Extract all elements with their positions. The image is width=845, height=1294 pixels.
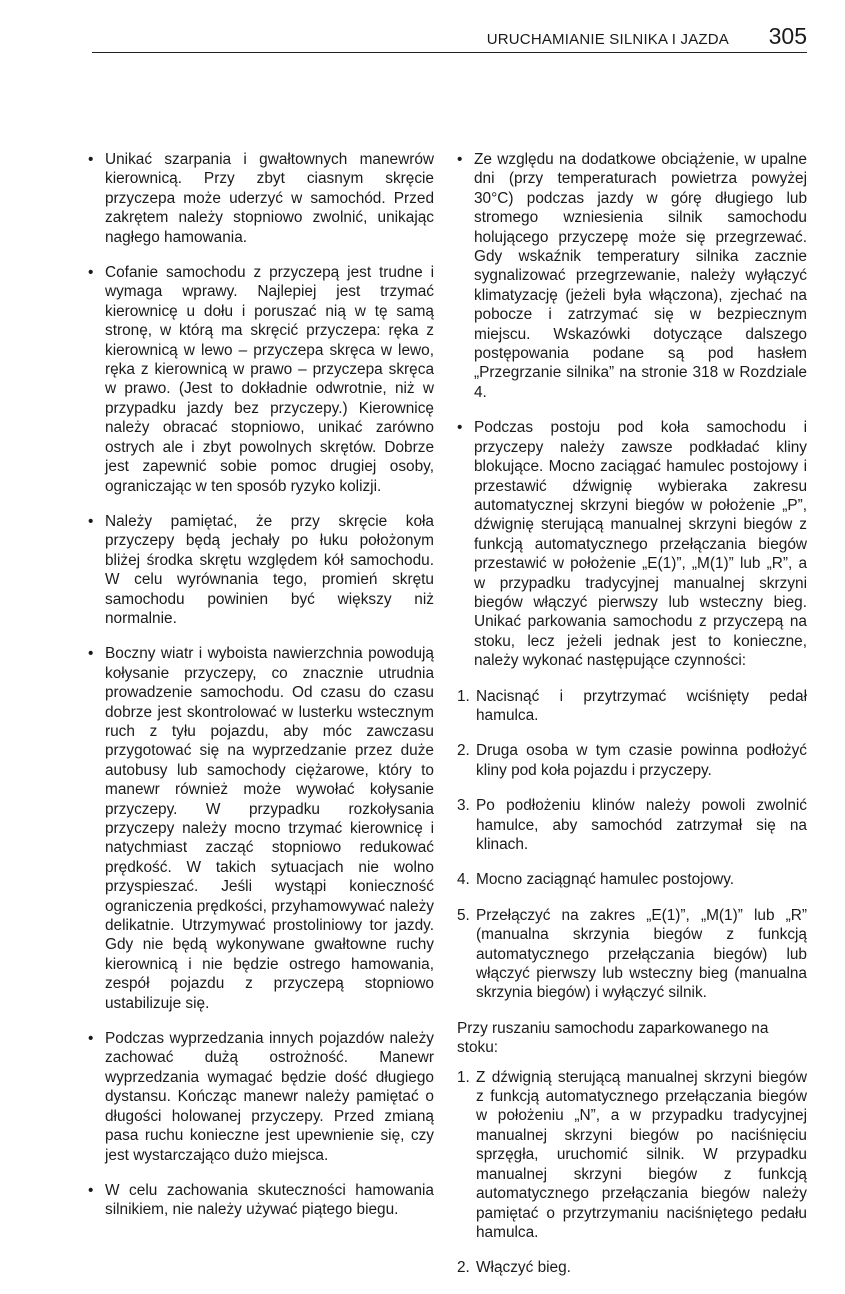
departure-intro: Przy ruszaniu samochodu zaparkowanego na stoku: [457, 1019, 769, 1057]
bullet-item: • Cofanie samochodu z przyczepą jest trudne i wymaga wprawy. Najlepiej jest trzymać kierownicę u dołu i poruszać nią w tę samą stronę, w którą ma skręcić przyczepa: ręka z kierownicą w lewo – przyczepa skręca w lewo, ręka z kierownicą w prawo – przyczepa skręca w prawo. (Jest to dokładnie odwrotnie, niż w przypadku jazdy bez przyczepy.) Kierownicę należy obracać stopniowo, unikać zarówno ostrych ale i zbyt powolnych skrętów. Dobrze jest zapewnić sobie pomoc drugiej osoby, ograniczając w ten sposób ryzyko kolizji. [88, 263, 434, 496]
step-number: 3. [457, 797, 470, 815]
step-number: 1. [457, 687, 470, 705]
bullet-item: • Należy pamiętać, że przy skręcie koła przyczepy będą jechały po łuku położonym bliżej środka skrętu względem kół samochodu. W celu wyrównania tego, promień skrętu samochodu powinien być większy niż normalnie. [88, 512, 434, 628]
bullet-item: • Ze względu na dodatkowe obciążenie, w upalne dni (przy temperaturach powietrza powyżej 30°C) podczas jazdy w górę długiego lub stromego wzniesienia silnik samochodu holującego przyczepę może się przegrzewać. Gdy wskaźnik temperatury silnika zacznie sygnalizować przegrzewanie, należy wyłączyć klimatyzację (jeżeli była włączona), zjechać na pobocze i zatrzymać się w bezpiecznym miejscu. Wskazówki dotyczące dalszego postępowania podane są pod hasłem „Przegrzanie silnika” na stronie 318 w Rozdziale 4. [457, 150, 807, 402]
bullet-item: • Unikać szarpania i gwałtownych manewrów kierownicą. Przy zbyt ciasnym skręcie przyczepa może uderzyć w samochód. Przed zakrętem należy stopniowo zwolnić, unikając nagłego hamowania. [88, 150, 434, 247]
numbered-step [457, 1068, 807, 1243]
left-column [88, 150, 434, 1236]
section-title: URUCHAMIANIE SILNIKA I JAZDA [486, 31, 729, 48]
right-column [457, 150, 807, 1294]
parking-steps-list [457, 687, 807, 1003]
numbered-step [457, 1258, 807, 1277]
step-number: 2. [457, 1259, 470, 1277]
bullet-item: • Podczas postoju pod koła samochodu i przyczepy należy zawsze podkładać kliny blokujące. Mocno zaciągać hamulec postojowy i przestawić dźwignię wybieraka zakresu automatycznej skrzyni biegów w położenie „P”, dźwignię sterującą manualnej skrzyni biegów z funkcją automatycznego przełączania biegów przestawić w położenie „E(1)”, „M(1)” lub „R”, a w przypadku tradycyjnej manualnej skrzyni biegów włączyć pierwszy lub wsteczny bieg. Unikać parkowania samochodu z przyczepą na stoku, lecz jeżeli jednak jest to konieczne, należy wykonać następujące czynności: [457, 418, 807, 670]
step-text: Z dźwignią sterującą manualnej skrzyni biegów z funkcją automatycznego przełączania biegów w położeniu „N”, a w przypadku tradycyjnej manualnej skrzyni biegów po naciśnięciu sprzęgła, uruchomić silnik. W przypadku manualnej skrzyni biegów z funkcją automatycznego przełączania biegów należy pamiętać o przytrzymaniu naciśniętego pedału hamulca. [476, 1068, 807, 1241]
step-text: Mocno zaciągnąć hamulec postojowy. [476, 871, 735, 889]
step-number: 4. [457, 871, 470, 889]
numbered-step [457, 687, 807, 726]
bullet-item: • Podczas wyprzedzania innych pojazdów należy zachować dużą ostrożność. Manewr wyprzedzania wymagać będzie dość długiego dystansu. Kończąc manewr należy pamiętać o długości holowanej przyczepy. Przed zmianą pasa ruchu konieczne jest upewnienie się, czy jest wystarczająco dużo miejsca. [88, 1029, 434, 1165]
numbered-step [457, 741, 807, 780]
bullet-item: • Boczny wiatr i wyboista nawierzchnia powodują kołysanie przyczepy, co znacznie utrudnia prowadzenie samochodu. Od czasu do czasu dobrze jest skontrolować w lusterku wstecznym ruch z tyłu pojazdu, aby móc zawczasu przygotować się na wyprzedzanie przez duże autobusy lub samochody ciężarowe, który to manewr również może wywołać kołysanie przyczepy. W przypadku rozkołysania przyczepy należy mocno trzymać kierownicę i natychmiast zacząć stopniowo redukować prędkość. W takich sytuacjach nie wolno przyspieszać. Jeśli wystąpi konieczność ograniczenia prędkości, przyhamowywać należy delikatnie. Utrzymywać prostoliniowy tor jazdy. Gdy nie będą wykonywane gwałtowne ruchy kierownicą i nie będzie ostrego hamowania, zespół pojazdu z przyczepą stopniowo ustabilizuje się. [88, 644, 434, 1013]
step-text: Włączyć bieg. [476, 1259, 571, 1277]
step-number: 2. [457, 742, 470, 760]
departure-steps-list [457, 1068, 807, 1278]
step-text: Po podłożeniu klinów należy powoli zwolnić hamulce, aby samochód zatrzymał się na klinach. [476, 797, 807, 853]
page-header [92, 22, 807, 53]
bullet-item: • W celu zachowania skuteczności hamowania silnikiem, nie należy używać piątego biegu. [88, 1181, 434, 1220]
numbered-step [457, 906, 807, 1003]
numbered-step [457, 870, 807, 889]
step-number: 5. [457, 906, 470, 924]
step-text: Druga osoba w tym czasie powinna podłożyć kliny pod koła pojazdu i przyczepy. [476, 742, 807, 779]
step-text: Nacisnąć i przytrzymać wciśnięty pedał hamulca. [476, 687, 807, 724]
page-number: 305 [768, 23, 807, 49]
step-text: Przełączyć na zakres „E(1)”, „M(1)” lub „R” (manualna skrzynia biegów z funkcją automatycznego przełączania biegów) lub włączyć pierwszy lub wsteczny bieg (manualna skrzynia biegów) i wyłączyć silnik. [476, 906, 807, 1002]
numbered-step [457, 796, 807, 854]
step-number: 1. [457, 1068, 470, 1086]
